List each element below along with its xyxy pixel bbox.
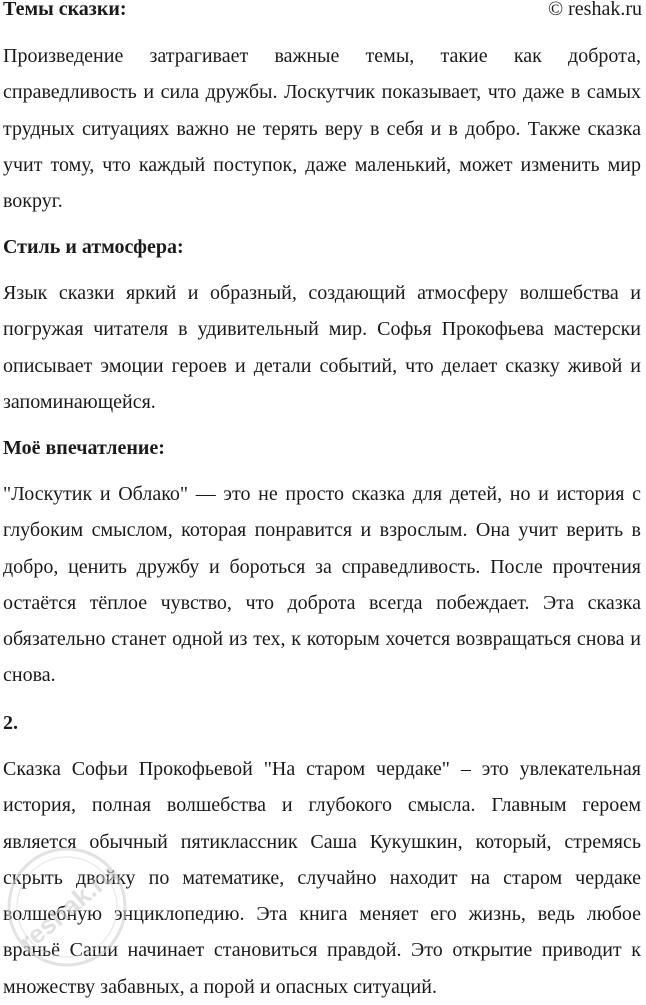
section-heading-number-2: 2. <box>3 712 18 734</box>
section-heading-themes: Темы сказки: <box>3 0 127 20</box>
site-label: © reshak.ru <box>547 0 642 20</box>
section-heading-impression: Моё впечатление: <box>3 437 165 459</box>
paragraph-impression: "Лоскутик и Облако" — это не просто сказка для детей, но и история с глубоким смыслом, которая понравится и взрослым. Она учит верить в добро, ценить дружбу и бороться за справедливость. После прочтения остаётся тёплое чувство, что доброта всегда побеждает. Эта сказка обязательно станет одной из тех, к которым хочется возвращаться снова и снова. <box>3 483 641 687</box>
paragraph-story-2: Сказка Софьи Прокофьевой "На старом чердаке" – это увлекательная история, полная волшебства и глубокого смысла. Главным героем является обычный пятиклассник Саша Кукушкин, который, стремясь скрыть двойку по математике, случайно находит на старом чердаке волшебную энциклопедию. Эта книга меняет его жизнь, ведь любое враньё Саши начинает становиться правдой. Это открытие приводит к множеству забавных, а порой и опасных ситуаций. <box>3 758 641 998</box>
svg-text:reshak.ru: reshak.ru <box>13 858 123 957</box>
paragraph-style: Язык сказки яркий и образный, создающий атмосферу волшебства и погружая читателя в удивительный мир. Софья Прокофьева мастерски описывает эмоции героев и детали событий, что делает сказку живой и запоминающейся. <box>3 282 641 413</box>
paragraph-themes: Произведение затрагивает важные темы, такие как доброта, справедливость и сила дружбы. Лоскутчик показывает, что даже в самых трудных ситуациях важно не терять веру в себя и в добро. Также сказка учит тому, что каждый поступок, даже маленький, может изменить мир вокруг. <box>3 45 641 213</box>
section-heading-style: Стиль и атмосфера: <box>3 236 184 258</box>
